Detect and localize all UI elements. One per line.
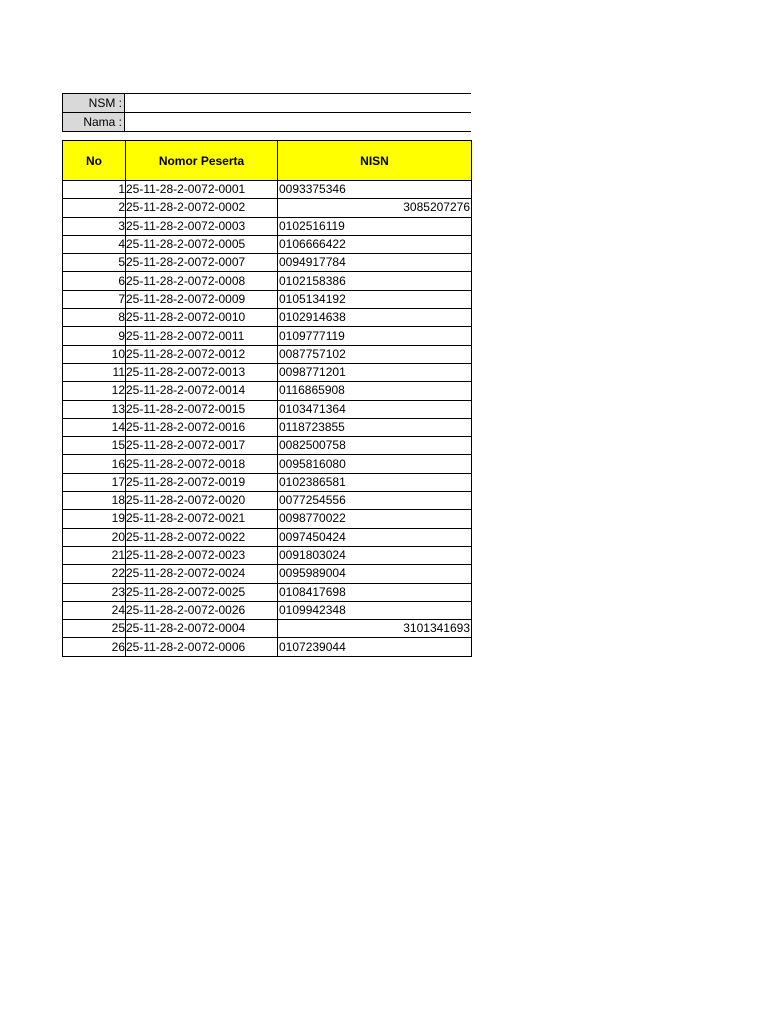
cell-nisn[interactable]: 0107239044 bbox=[278, 638, 472, 656]
cell-no[interactable]: 4 bbox=[63, 235, 126, 253]
nsm-label: NSM : bbox=[63, 94, 125, 113]
cell-no[interactable]: 1 bbox=[63, 181, 126, 199]
cell-nisn[interactable]: 0102386581 bbox=[278, 473, 472, 491]
table-row bbox=[63, 510, 472, 528]
cell-nisn[interactable]: 0098770022 bbox=[278, 510, 472, 528]
nama-value-cell[interactable] bbox=[125, 113, 472, 132]
cell-nisn[interactable]: 0103471364 bbox=[278, 400, 472, 418]
header-no[interactable]: No bbox=[63, 141, 126, 181]
table-row bbox=[63, 437, 472, 455]
nama-label: Nama : bbox=[63, 113, 125, 132]
cell-nomor-peserta[interactable]: 25-11-28-2-0072-0001 bbox=[126, 181, 278, 199]
cell-nisn[interactable]: 0102516119 bbox=[278, 217, 472, 235]
cell-nomor-peserta[interactable]: 25-11-28-2-0072-0016 bbox=[126, 418, 278, 436]
cell-no[interactable]: 2 bbox=[63, 199, 126, 217]
cell-nomor-peserta[interactable]: 25-11-28-2-0072-0019 bbox=[126, 473, 278, 491]
cell-nomor-peserta[interactable]: 25-11-28-2-0072-0005 bbox=[126, 235, 278, 253]
cell-no[interactable]: 9 bbox=[63, 327, 126, 345]
cell-no[interactable]: 25 bbox=[63, 620, 126, 638]
cell-nisn[interactable]: 0102158386 bbox=[278, 272, 472, 290]
cell-nomor-peserta[interactable]: 25-11-28-2-0072-0020 bbox=[126, 492, 278, 510]
cell-nisn[interactable]: 0094917784 bbox=[278, 254, 472, 272]
cell-nisn[interactable]: 0109777119 bbox=[278, 327, 472, 345]
table-row bbox=[63, 382, 472, 400]
table-row bbox=[63, 254, 472, 272]
cell-no[interactable]: 23 bbox=[63, 583, 126, 601]
table-row bbox=[63, 418, 472, 436]
cell-no[interactable]: 19 bbox=[63, 510, 126, 528]
cell-nisn[interactable]: 0097450424 bbox=[278, 528, 472, 546]
cell-nomor-peserta[interactable]: 25-11-28-2-0072-0008 bbox=[126, 272, 278, 290]
table-row bbox=[63, 583, 472, 601]
cell-nisn[interactable]: 0106666422 bbox=[278, 235, 472, 253]
cell-no[interactable]: 20 bbox=[63, 528, 126, 546]
nsm-value-cell[interactable] bbox=[125, 94, 472, 113]
cell-nomor-peserta[interactable]: 25-11-28-2-0072-0014 bbox=[126, 382, 278, 400]
cell-no[interactable]: 17 bbox=[63, 473, 126, 491]
info-table bbox=[62, 93, 471, 132]
cell-nisn[interactable]: 3085207276 bbox=[278, 199, 472, 217]
table-row bbox=[63, 181, 472, 199]
cell-no[interactable]: 24 bbox=[63, 601, 126, 619]
sheet bbox=[62, 93, 471, 657]
cell-nisn[interactable]: 0109942348 bbox=[278, 601, 472, 619]
cell-nomor-peserta[interactable]: 25-11-28-2-0072-0012 bbox=[126, 345, 278, 363]
cell-no[interactable]: 5 bbox=[63, 254, 126, 272]
table-row bbox=[63, 199, 472, 217]
cell-nomor-peserta[interactable]: 25-11-28-2-0072-0024 bbox=[126, 565, 278, 583]
cell-no[interactable]: 13 bbox=[63, 400, 126, 418]
cell-nisn[interactable]: 0116865908 bbox=[278, 382, 472, 400]
cell-no[interactable]: 16 bbox=[63, 455, 126, 473]
cell-nomor-peserta[interactable]: 25-11-28-2-0072-0021 bbox=[126, 510, 278, 528]
table-row bbox=[63, 565, 472, 583]
table-row bbox=[63, 272, 472, 290]
table-row bbox=[63, 492, 472, 510]
cell-nomor-peserta[interactable]: 25-11-28-2-0072-0002 bbox=[126, 199, 278, 217]
cell-nisn[interactable]: 0108417698 bbox=[278, 583, 472, 601]
cell-no[interactable]: 8 bbox=[63, 309, 126, 327]
cell-no[interactable]: 12 bbox=[63, 382, 126, 400]
cell-nomor-peserta[interactable]: 25-11-28-2-0072-0004 bbox=[126, 620, 278, 638]
table-row bbox=[63, 601, 472, 619]
table-row bbox=[63, 363, 472, 381]
table-row bbox=[63, 620, 472, 638]
cell-no[interactable]: 7 bbox=[63, 290, 126, 308]
cell-nisn[interactable]: 0087757102 bbox=[278, 345, 472, 363]
cell-nisn[interactable]: 0091803024 bbox=[278, 546, 472, 564]
cell-nomor-peserta[interactable]: 25-11-28-2-0072-0025 bbox=[126, 583, 278, 601]
cell-no[interactable]: 14 bbox=[63, 418, 126, 436]
cell-nomor-peserta[interactable]: 25-11-28-2-0072-0018 bbox=[126, 455, 278, 473]
participant-table bbox=[62, 140, 472, 657]
cell-nomor-peserta[interactable]: 25-11-28-2-0072-0006 bbox=[126, 638, 278, 656]
cell-nisn[interactable]: 0105134192 bbox=[278, 290, 472, 308]
cell-nisn[interactable]: 0082500758 bbox=[278, 437, 472, 455]
cell-nisn[interactable]: 0118723855 bbox=[278, 418, 472, 436]
cell-no[interactable]: 3 bbox=[63, 217, 126, 235]
table-row bbox=[63, 327, 472, 345]
header-nisn[interactable]: NISN bbox=[278, 141, 472, 181]
cell-nisn[interactable]: 0095989004 bbox=[278, 565, 472, 583]
nama-row bbox=[63, 113, 472, 132]
cell-nisn[interactable]: 0093375346 bbox=[278, 181, 472, 199]
header-row bbox=[63, 141, 472, 181]
table-row bbox=[63, 546, 472, 564]
cell-nomor-peserta[interactable]: 25-11-28-2-0072-0010 bbox=[126, 309, 278, 327]
cell-no[interactable]: 10 bbox=[63, 345, 126, 363]
cell-nisn[interactable]: 0102914638 bbox=[278, 309, 472, 327]
table-row bbox=[63, 638, 472, 656]
cell-nisn[interactable]: 3101341693 bbox=[278, 620, 472, 638]
cell-nomor-peserta[interactable]: 25-11-28-2-0072-0009 bbox=[126, 290, 278, 308]
cell-nomor-peserta[interactable]: 25-11-28-2-0072-0026 bbox=[126, 601, 278, 619]
table-row bbox=[63, 217, 472, 235]
table-row bbox=[63, 400, 472, 418]
spacer bbox=[62, 132, 471, 140]
cell-no[interactable]: 22 bbox=[63, 565, 126, 583]
table-row bbox=[63, 309, 472, 327]
cell-no[interactable]: 26 bbox=[63, 638, 126, 656]
cell-nomor-peserta[interactable]: 25-11-28-2-0072-0003 bbox=[126, 217, 278, 235]
cell-nomor-peserta[interactable]: 25-11-28-2-0072-0023 bbox=[126, 546, 278, 564]
cell-nisn[interactable]: 0095816080 bbox=[278, 455, 472, 473]
cell-nomor-peserta[interactable]: 25-11-28-2-0072-0017 bbox=[126, 437, 278, 455]
cell-no[interactable]: 21 bbox=[63, 546, 126, 564]
table-row bbox=[63, 473, 472, 491]
cell-nomor-peserta[interactable]: 25-11-28-2-0072-0015 bbox=[126, 400, 278, 418]
cell-nomor-peserta[interactable]: 25-11-28-2-0072-0013 bbox=[126, 363, 278, 381]
table-row bbox=[63, 345, 472, 363]
cell-nomor-peserta[interactable]: 25-11-28-2-0072-0007 bbox=[126, 254, 278, 272]
table-row bbox=[63, 528, 472, 546]
cell-nisn[interactable]: 0098771201 bbox=[278, 363, 472, 381]
cell-no[interactable]: 11 bbox=[63, 363, 126, 381]
nsm-row bbox=[63, 94, 472, 113]
cell-nisn[interactable]: 0077254556 bbox=[278, 492, 472, 510]
table-row bbox=[63, 290, 472, 308]
cell-nomor-peserta[interactable]: 25-11-28-2-0072-0011 bbox=[126, 327, 278, 345]
cell-nomor-peserta[interactable]: 25-11-28-2-0072-0022 bbox=[126, 528, 278, 546]
cell-no[interactable]: 18 bbox=[63, 492, 126, 510]
table-row bbox=[63, 455, 472, 473]
header-nomor-peserta[interactable]: Nomor Peserta bbox=[126, 141, 278, 181]
table-body bbox=[63, 181, 472, 657]
cell-no[interactable]: 15 bbox=[63, 437, 126, 455]
table-row bbox=[63, 235, 472, 253]
cell-no[interactable]: 6 bbox=[63, 272, 126, 290]
